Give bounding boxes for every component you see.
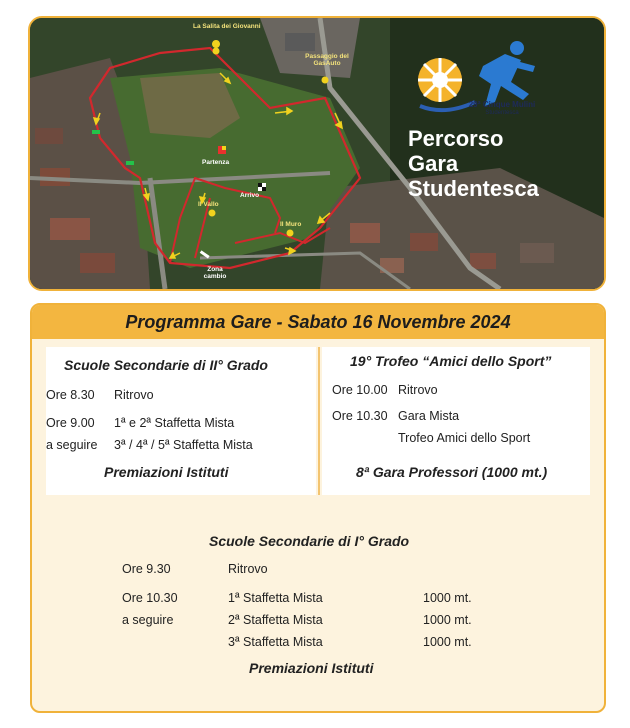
- panel-secondary-ii: [46, 347, 316, 495]
- label-zona-cambio: Zona cambio: [203, 266, 227, 280]
- si-row1-event: 1ª Staffetta Mista: [228, 591, 323, 605]
- label-passaggio: Passaggio del GasAuto: [305, 53, 349, 67]
- si-row2-distance: 1000 mt.: [423, 613, 472, 627]
- sii-row2-time: Ore 9.00: [46, 416, 95, 430]
- logo-text: [457, 100, 547, 118]
- secondary-ii-title: Scuole Secondarie di II° Grado: [64, 357, 268, 373]
- label-vallo: Il Vallo: [198, 201, 219, 208]
- si-row1-time: Ore 10.30: [122, 591, 178, 605]
- label-partenza: Partenza: [202, 159, 230, 166]
- sii-row3-event: 3ª / 4ª / 5ª Staffetta Mista: [114, 438, 253, 452]
- si-row2-time: a seguire: [122, 613, 174, 627]
- sii-row1-time: Ore 8.30: [46, 388, 95, 402]
- trofeo-row2-event: Gara Mista: [398, 409, 460, 423]
- panel-trofeo: [322, 347, 590, 495]
- vertical-divider: [318, 347, 320, 495]
- course-map: [28, 16, 606, 291]
- si-row3-event: 3ª Staffetta Mista: [228, 635, 323, 649]
- logo-line2: Studentesca: [485, 110, 519, 116]
- sii-row1-event: Ritrovo: [114, 388, 154, 402]
- map-title-line-2: Gara: [408, 151, 459, 176]
- secondary-i-awards: Premiazioni Istituti: [249, 660, 374, 676]
- program-card: [30, 303, 606, 713]
- secondary-ii-awards: Premiazioni Istituti: [104, 464, 229, 480]
- finish-flag-icon: [258, 183, 266, 191]
- logo-line1: 29ª Cinque Mulini: [468, 100, 536, 109]
- si-row3-distance: 1000 mt.: [423, 635, 472, 649]
- si-ritrovo-event: Ritrovo: [228, 562, 268, 576]
- sii-row2-event: 1ª e 2ª Staffetta Mista: [114, 416, 235, 430]
- si-ritrovo-time: Ore 9.30: [122, 562, 171, 576]
- secondary-i-title: Scuole Secondarie di I° Grado: [209, 533, 410, 549]
- trofeo-row2-time: Ore 10.30: [332, 409, 388, 423]
- sii-row3-time: a seguire: [46, 438, 98, 452]
- professori-title: 8ª Gara Professori (1000 mt.): [356, 464, 548, 480]
- program-header: Programma Gare - Sabato 16 Novembre 2024: [32, 305, 604, 339]
- trofeo-title: 19° Trofeo “Amici dello Sport”: [350, 353, 552, 369]
- label-arrivo: Arrivo: [240, 192, 260, 199]
- trofeo-row1-time: Ore 10.00: [332, 383, 388, 397]
- label-muro: Il Muro: [280, 221, 302, 228]
- map-title-line-3: Studentesca: [408, 176, 539, 201]
- map-title-line-1: Percorso: [408, 126, 504, 151]
- trofeo-row2-event2: Trofeo Amici dello Sport: [398, 431, 531, 445]
- si-row2-event: 2ª Staffetta Mista: [228, 613, 323, 627]
- map-title: [408, 126, 539, 201]
- trofeo-row1-event: Ritrovo: [398, 383, 438, 397]
- label-salita: La Salita dei Giovanni: [193, 23, 261, 30]
- si-row1-distance: 1000 mt.: [423, 591, 472, 605]
